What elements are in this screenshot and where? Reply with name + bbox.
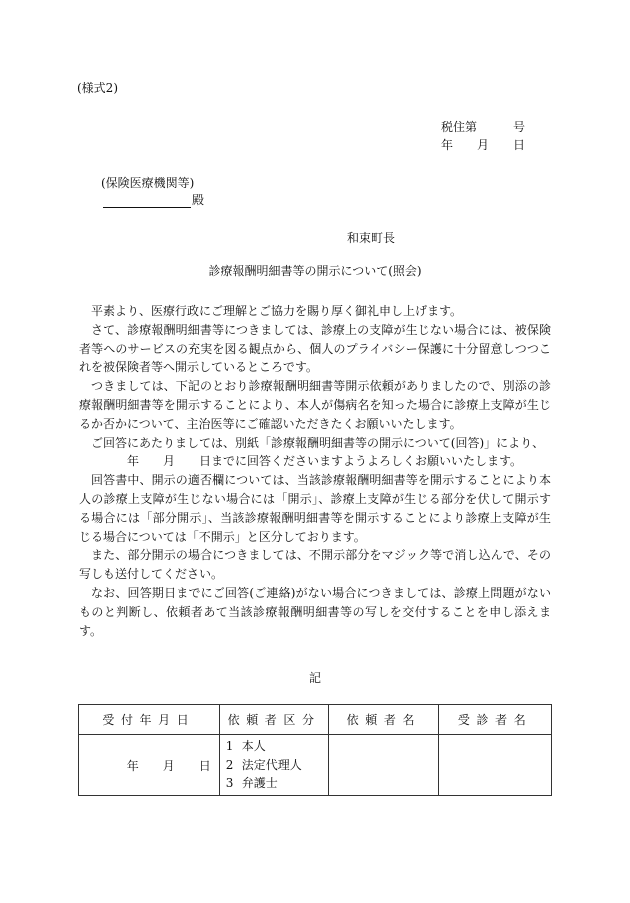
- requester-name-cell: [329, 735, 439, 796]
- table-header-row: [79, 705, 552, 735]
- addressee-label: (保険医療機関等): [101, 176, 195, 190]
- document-title: 診療報酬明細書等の開示について(照会): [208, 264, 422, 278]
- paragraph: 回答書中、開示の適否欄については、当該診療報酬明細書等を開示することにより本人の診療上支障が生じない場合には「開示」、診療上支障が生じる部分を伏して開示する場合には「部分開示」、当該診療報酬明細書等を開示することにより診療上支障が生じる場合については「不開示」と区分しております。: [79, 473, 551, 544]
- paragraph: つきましては、下記のとおり診療報酬明細書等開示依頼がありましたので、別添の診療報酬明細書等を開示することにより、本人が傷病名を知った場合に診療上支障が生じるか否かについて、主治医等にご確認いただきたくお願いいたします。: [79, 379, 551, 431]
- reception-date-cell: 年 月 日: [79, 735, 220, 796]
- header-reception-date: 受付年月日: [79, 705, 220, 735]
- category-number: 1: [225, 739, 234, 754]
- paragraph: また、部分開示の場合につきましては、不開示部分をマジック等で消し込んで、その写しも送付してください。: [79, 548, 551, 582]
- header-requester-name: 依頼者名: [329, 705, 439, 735]
- paragraph: なお、回答期日までにご回答(ご連絡)がない場合につきましては、診療上問題がないものと判断し、依頼者あて当該診療報酬明細書等の写しを交付することを申し添えます。: [79, 585, 551, 638]
- category-item: [226, 737, 329, 756]
- sender: 和束町長: [347, 231, 396, 245]
- requester-category-cell: [219, 735, 329, 796]
- category-item: [226, 774, 329, 793]
- category-item: [226, 756, 329, 775]
- paragraph: ご回答にあたりましては、別紙「診療報酬明細書等の開示について(回答)」により、: [91, 435, 545, 450]
- category-label: 弁護士: [241, 776, 278, 791]
- paragraph: 平素より、医療行政にご理解とご協力を賜り厚く御礼申し上げます。: [91, 304, 463, 318]
- request-table: [78, 704, 552, 796]
- category-label: 法定代理人: [241, 757, 302, 772]
- paragraph: さて、診療報酬明細書等につきましては、診療上の支障が生じない場合には、被保険者等へのサービスの充実を図る観点から、個人のプライバシー保護に十分留意しつつこれを被保険者等へ開示しているところです。: [79, 322, 551, 375]
- document-number: 税住第 号: [441, 120, 526, 134]
- category-label: 本人: [241, 739, 266, 754]
- reply-deadline-line: 年 月 日までに回答くださいますようよろしくお願いいたします。: [127, 454, 523, 469]
- document-body: [79, 302, 551, 640]
- document-date: 年 月 日: [441, 138, 526, 152]
- addressee-suffix: 殿: [192, 193, 205, 207]
- header-requester-category: 依頼者区分: [219, 705, 329, 735]
- patient-name-cell: [439, 735, 552, 796]
- category-list: [220, 737, 329, 793]
- header-patient-name: 受診者名: [439, 705, 552, 735]
- addressee-blank: [103, 194, 191, 208]
- table-row: [79, 735, 552, 796]
- category-number: 2: [225, 757, 234, 772]
- addressee-line: [103, 192, 204, 208]
- form-label: (様式2): [77, 81, 118, 95]
- category-number: 3: [225, 776, 234, 791]
- ki-label: 記: [308, 671, 321, 685]
